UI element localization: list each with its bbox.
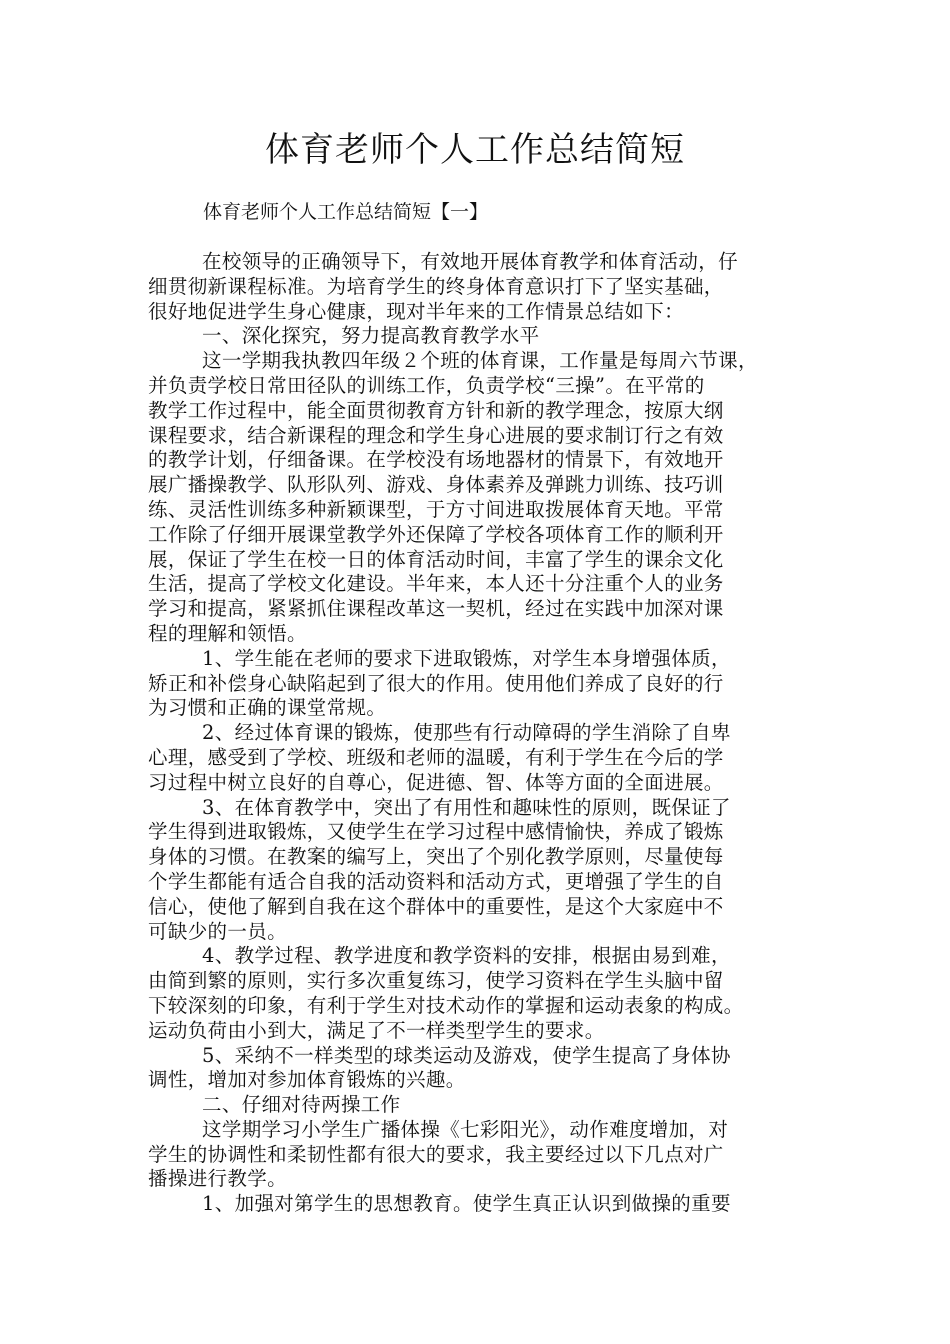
text-line: 这一学期我执教四年级２个班的体育课，工作量是每周六节课， <box>202 349 758 373</box>
text-line: 教学工作过程中，能全面贯彻教育方针和新的教学理念，按原大纲 <box>148 398 724 422</box>
text-line: 展广播操教学、队形队列、游戏、身体素养及弹跳力训练、技巧训 <box>148 473 724 497</box>
text-line: 习过程中树立良好的自尊心，促进德、智、体等方面的全面进展。 <box>148 770 724 794</box>
text-line: 1、加强对第学生的思想教育。使学生真正认识到做操的重要 <box>202 1192 731 1216</box>
text-line: 可缺少的一员。 <box>148 919 287 943</box>
text-line: 这学期学习小学生广播体操《七彩阳光》，动作难度增加，对 <box>202 1117 729 1141</box>
text-line: 5、采纳不一样类型的球类运动及游戏，使学生提高了身体协 <box>202 1043 731 1067</box>
text-line: 下较深刻的印象，有利于学生对技术动作的掌握和运动表象的构成。 <box>148 993 744 1017</box>
text-line: 的教学计划，仔细备课。在学校没有场地器材的情景下，有效地开 <box>148 448 724 472</box>
text-line: 很好地促进学生身心健康，现对半年来的工作情景总结如下： <box>148 299 684 323</box>
text-line: 2、经过体育课的锻炼，使那些有行动障碍的学生消除了自卑 <box>202 721 731 745</box>
text-line: 4、教学过程、教学进度和教学资料的安排，根据由易到难， <box>202 944 731 968</box>
text-line: 1、学生能在老师的要求下进取锻炼，对学生本身增强体质， <box>202 646 731 670</box>
text-line: 在校领导的正确领导下，有效地开展体育教学和体育活动，仔 <box>202 250 738 273</box>
text-line: 工作除了仔细开展课堂教学外还保障了学校各项体育工作的顺利开 <box>148 522 724 546</box>
text-line: 3、在体育教学中，突出了有用性和趣味性的原则，既保证了 <box>202 795 731 819</box>
text-line: 身体的习惯。在教案的编写上，突出了个别化教学原则，尽量使每 <box>148 845 724 869</box>
text-line: 个学生都能有适合自我的活动资料和活动方式，更增强了学生的自 <box>148 869 724 893</box>
document-title: 体育老师个人工作总结简短 <box>265 130 685 170</box>
text-line: 运动负荷由小到大，满足了不一样类型学生的要求。 <box>148 1018 605 1042</box>
text-line: 程的理解和领悟。 <box>148 621 307 645</box>
text-line: 二、仔细对待两操工作 <box>202 1093 401 1117</box>
text-line: 一、深化探究，努力提高教育教学水平 <box>202 324 540 348</box>
text-line: 调性，增加对参加体育锻炼的兴趣。 <box>148 1068 466 1092</box>
text-line: 细贯彻新课程标准。为培育学生的终身体育意识打下了坚实基础， <box>148 274 724 298</box>
text-line: 矫正和补偿身心缺陷起到了很大的作用。使用他们养成了良好的行 <box>148 671 724 695</box>
text-line: 心理，感受到了学校、班级和老师的温暖，有利于学生在今后的学 <box>148 745 724 769</box>
text-line: 并负责学校日常田径队的训练工作，负责学校“三操”。在平常的 <box>148 373 705 397</box>
text-line: 课程要求，结合新课程的理念和学生身心进展的要求制订行之有效 <box>148 423 724 447</box>
text-line: 学生得到进取锻炼，又使学生在学习过程中感情愉快，养成了锻炼 <box>148 820 724 844</box>
text-line: 由简到繁的原则，实行多次重复练习，使学习资料在学生头脑中留 <box>148 969 724 993</box>
text-line: 为习惯和正确的课堂常规。 <box>148 696 387 720</box>
text-line: 练、灵活性训练多种新颖课型，于方寸间进取拨展体育天地。平常 <box>148 497 724 521</box>
text-line: 生活，提高了学校文化建设。半年来，本人还十分注重个人的业务 <box>148 572 724 596</box>
text-line: 学习和提高，紧紧抓住课程改革这一契机，经过在实践中加深对课 <box>148 597 724 621</box>
text-line: 播操进行教学。 <box>148 1167 287 1191</box>
text-line: 学生的协调性和柔韧性都有很大的要求，我主要经过以下几点对广 <box>148 1142 724 1166</box>
section-heading: 体育老师个人工作总结简短【一】 <box>203 201 489 223</box>
text-line: 展，保证了学生在校一日的体育活动时间，丰富了学生的课余文化 <box>148 547 724 571</box>
text-line: 信心，使他了解到自我在这个群体中的重要性，是这个大家庭中不 <box>148 894 724 918</box>
body-text <box>148 250 813 1217</box>
